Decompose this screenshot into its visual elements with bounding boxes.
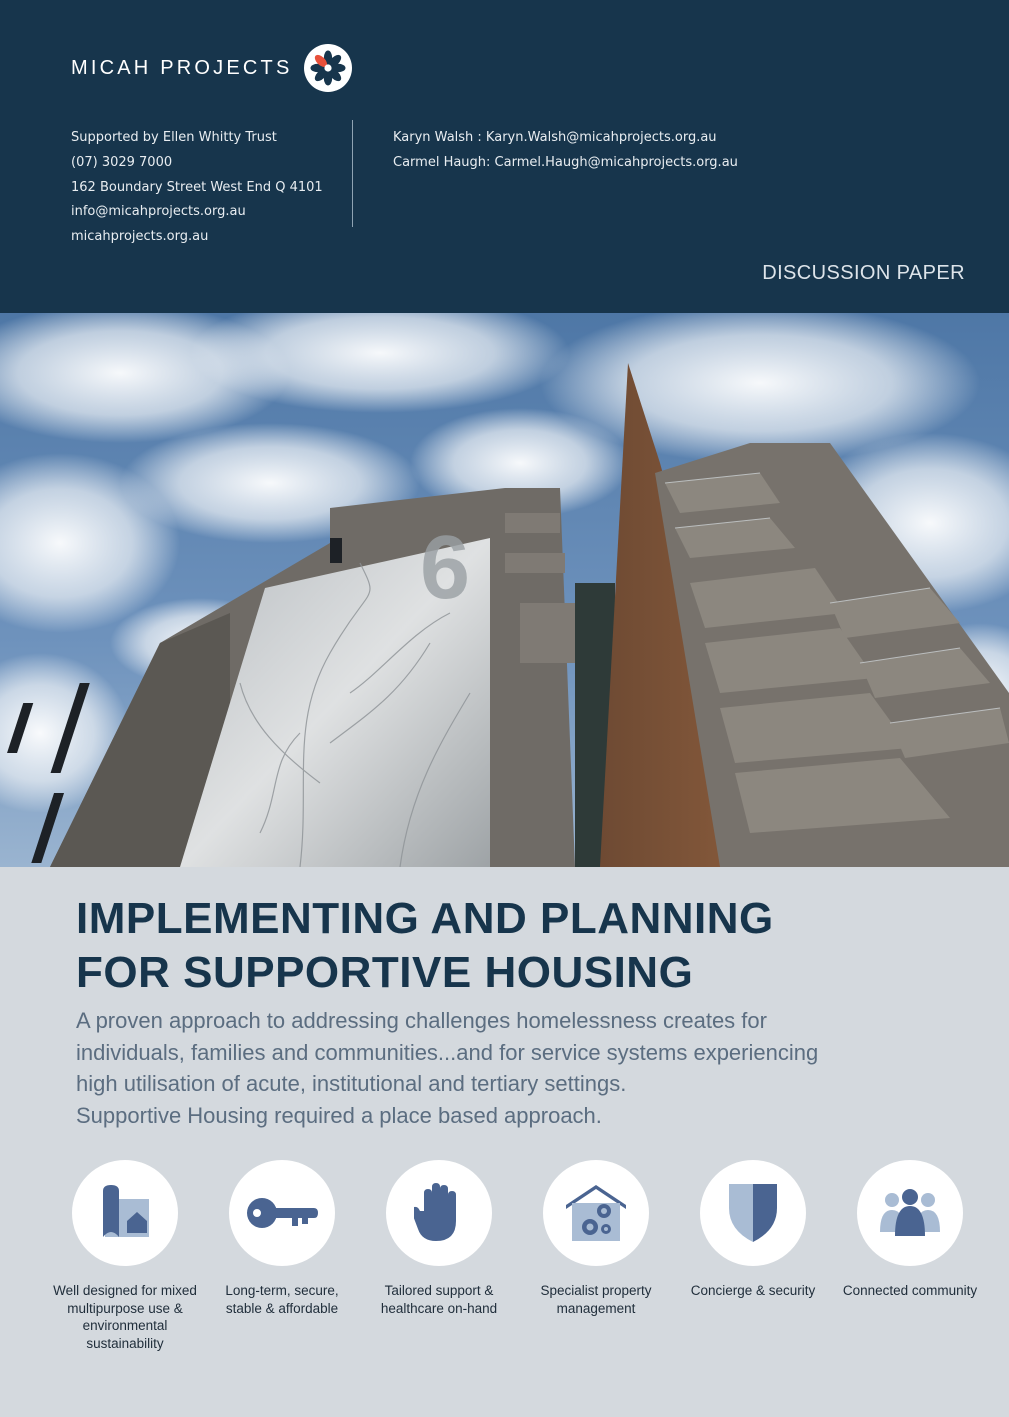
- brand: [71, 44, 352, 92]
- page-title: [76, 892, 936, 1000]
- intro-paragraph: [76, 1005, 956, 1132]
- svg-text:6: 6: [420, 518, 471, 618]
- building-illustration: [0, 313, 1009, 867]
- contact-carmel-haugh[interactable]: Carmel Haugh: Carmel.Haugh@micahprojects.org.au: [393, 154, 738, 170]
- icon-circle: [229, 1160, 335, 1266]
- phone-number: (07) 3029 7000: [71, 154, 173, 170]
- intro-line: individuals, families and communities...and for service systems experiencing: [76, 1039, 819, 1065]
- icon-circle: [700, 1160, 806, 1266]
- brand-name: MICAH PROJECTS: [71, 56, 293, 79]
- intro-line: high utilisation of acute, institutional and tertiary settings.: [76, 1071, 627, 1097]
- supporter-line: Supported by Ellen Whitty Trust: [71, 130, 277, 145]
- feature-label: Connected community: [842, 1283, 978, 1298]
- flower-logo-icon: [304, 44, 352, 92]
- street-address: 162 Boundary Street West End Q 4101: [71, 179, 323, 195]
- building-plan-icon: [95, 1183, 155, 1243]
- feature-label: Well designed for mixed multipurpose use & environmental sustainability: [53, 1283, 197, 1351]
- feature-label: Tailored support & healthcare on-hand: [380, 1283, 498, 1316]
- icon-circle: [543, 1160, 649, 1266]
- feature-well-designed: [50, 1160, 200, 1352]
- shield-icon: [727, 1182, 779, 1244]
- vertical-divider: [352, 120, 353, 227]
- contact-people: [393, 126, 738, 176]
- feature-property-management: [521, 1160, 671, 1317]
- intro-line: A proven approach to addressing challenges homelessness creates for: [76, 1008, 767, 1033]
- feature-icons-row: [50, 1160, 990, 1360]
- feature-label: Specialist property management: [540, 1283, 652, 1316]
- contact-karyn-walsh[interactable]: Karyn Walsh : Karyn.Walsh@micahprojects.org.au: [393, 130, 717, 145]
- contact-details: [71, 126, 323, 250]
- title-line: FOR SUPPORTIVE HOUSING: [76, 948, 694, 997]
- website-link[interactable]: micahprojects.org.au: [71, 229, 209, 245]
- key-icon: [246, 1191, 318, 1235]
- feature-long-term-secure: [207, 1160, 357, 1317]
- icon-circle: [857, 1160, 963, 1266]
- feature-concierge-security: [678, 1160, 828, 1300]
- title-line: IMPLEMENTING AND PLANNING: [76, 894, 774, 943]
- document-type-label: DISCUSSION PAPER: [762, 262, 965, 284]
- intro-line: Supportive Housing required a place based approach.: [76, 1103, 602, 1129]
- feature-connected-community: [835, 1160, 985, 1300]
- icon-circle: [72, 1160, 178, 1266]
- house-gears-icon: [564, 1183, 628, 1243]
- feature-label: Long-term, secure, stable & affordable: [225, 1283, 339, 1316]
- hero-building-photo: [0, 313, 1009, 867]
- email-link[interactable]: info@micahprojects.org.au: [71, 204, 246, 220]
- people-group-icon: [878, 1188, 942, 1238]
- hand-icon: [414, 1183, 464, 1243]
- feature-label: Concierge & security: [690, 1283, 816, 1298]
- feature-tailored-support: [364, 1160, 514, 1317]
- icon-circle: [386, 1160, 492, 1266]
- header-band: [0, 0, 1009, 313]
